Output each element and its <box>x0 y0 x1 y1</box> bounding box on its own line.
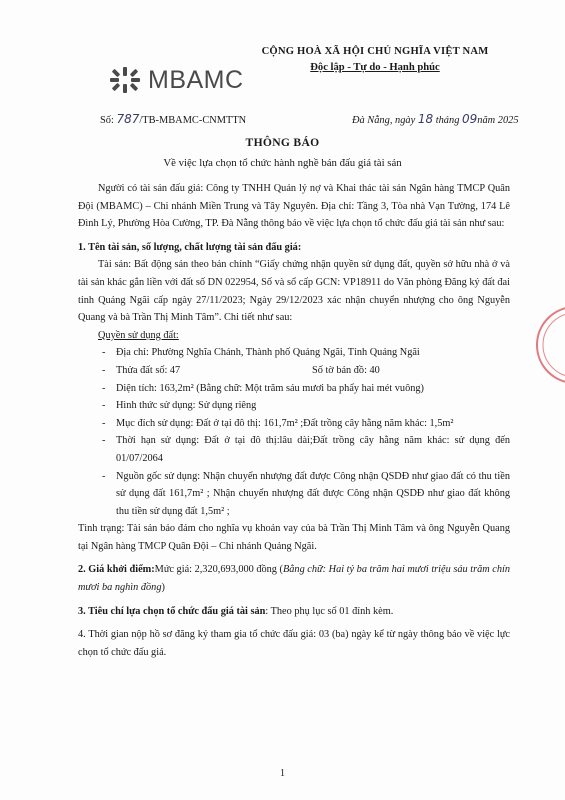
land-use-form: Hình thức sử dụng: Sử dụng riêng <box>116 400 257 412</box>
section-1-heading: 1. Tên tài sản, số lượng, chất lượng tài sản đấu giá: <box>78 241 302 253</box>
list-item: - Thời hạn sử dụng: Đất ở tại đô thị:lâu dài;Đất trồng cây hằng năm khác: sử dụng đến 01/07/2064 <box>78 432 510 467</box>
section-2-words: Bằng chữ: Hai tỷ ba trăm hai mươi triệu sáu trăm chín mươi ba nghìn đồng <box>78 564 510 594</box>
number-suffix: /TB-MBAMC-CNMTTN <box>139 115 247 126</box>
list-item: - Địa chỉ: Phường Nghĩa Chánh, Thành phố Quảng Ngãi, Tỉnh Quảng Ngãi <box>78 344 510 362</box>
logo-text: MBAMC <box>148 65 244 94</box>
list-item: - Hình thức sử dụng: Sử dụng riêng <box>78 397 510 415</box>
date-month-label: tháng <box>435 115 460 126</box>
land-use-term: Thời hạn sử dụng: Đất ở tại đô thị:lâu dài;Đất trồng cây hằng năm khác: sử dụng đến 01/07/2064 <box>116 435 510 464</box>
intro-paragraph: Người có tài sản đấu giá: Công ty TNHH Quản lý nợ và Khai thác tài sản Ngân hàng TMCP Quân Đội (MBAMC) – Chi nhánh Miền Trung và Tây Nguyên. Địa chỉ: Tầng 3, Tòa nhà Vạn Tường, 174 Lê Đình Lý, Phường Hòa Cường, TP. Đà Nẵng thông báo về việc lựa chọn tổ chức đấu giá tài sản như sau: <box>78 183 510 230</box>
section-3 <box>78 603 510 621</box>
list-item: - Diện tích: 163,2m² (Bằng chữ: Một trăm sáu mươi ba phẩy hai mét vuông) <box>78 380 510 398</box>
section-3-value: : Theo phụ lục số 01 đính kèm. <box>265 605 394 617</box>
date-day: 18 <box>417 112 434 126</box>
red-seal-stamp <box>535 300 565 390</box>
date-year: năm 2025 <box>477 115 519 126</box>
land-address: Địa chỉ: Phường Nghĩa Chánh, Thành phố Quảng Ngãi, Tỉnh Quảng Ngãi <box>116 347 420 359</box>
document-title: THÔNG BÁO <box>245 136 320 149</box>
national-header <box>250 44 500 76</box>
document-date <box>352 112 519 126</box>
document-subtitle: Về việc lựa chọn tổ chức hành nghề bán đấu giá tài sản <box>163 157 402 169</box>
mbamc-logo-icon <box>108 65 142 95</box>
land-parcel: Thửa đất số: 47 <box>116 364 181 376</box>
land-use-purpose: Mục đích sử dụng: Đất ở tại đô thị: 161,7m² ;Đất trồng cây hằng năm khác: 1,5m² <box>116 417 454 429</box>
land-use-origin: Nguồn gốc sử dụng: Nhận chuyển nhượng đất được Công nhận QSDĐ như giao đất có thu tiền sử dụng đất 161,7m² ; Nhận chuyển nhượng đất được Công nhận QSDĐ như giao đất không thu tiền sử dụng đất 1,5m² ; <box>116 470 510 517</box>
section-2-value: Mức giá: 2,320,693,000 đồng ( <box>154 564 283 576</box>
land-rights-heading: Quyền sử dụng đất: <box>98 329 179 341</box>
list-item: - Mục đích sử dụng: Đất ở tại đô thị: 161,7m² ;Đất trồng cây hằng năm khác: 1,5m² <box>78 415 510 433</box>
number-handwritten: 787 <box>116 112 140 126</box>
national-slogan: Độc lập - Tự do - Hạnh phúc <box>310 62 440 73</box>
section-2-label: 2. Giá khởi điểm: <box>78 564 155 576</box>
date-month: 09 <box>462 112 478 126</box>
company-logo <box>108 65 244 95</box>
list-item: - Nguồn gốc sử dụng: Nhận chuyển nhượng đất được Công nhận QSDĐ như giao đất có thu tiền sử dụng đất 161,7m² ; Nhận chuyển nhượng đất được Công nhận QSDĐ như giao đất không thu tiền sử dụng đất 1,5m² ; <box>78 468 510 521</box>
national-motto: CỘNG HOÀ XÃ HỘI CHỦ NGHĨA VIỆT NAM <box>261 46 489 57</box>
page-number: 1 <box>280 768 285 779</box>
land-area: Diện tích: 163,2m² (Bằng chữ: Một trăm sáu mươi ba phẩy hai mét vuông) <box>116 382 424 394</box>
list-item: - Thửa đất số: 47 Số tờ bản đồ: 40 <box>78 362 510 380</box>
document-body <box>78 180 510 661</box>
section-3-label: 3. Tiêu chí lựa chọn tổ chức đấu giá tài sản <box>78 605 266 617</box>
document-number <box>100 112 246 126</box>
section-4: 4. Thời gian nộp hồ sơ đăng ký tham gia tổ chức đấu giá: 03 (ba) ngày kể từ ngày thông báo về việc lực chọn tổ chức đấu giá. <box>78 629 510 658</box>
number-prefix: Số: <box>100 115 114 126</box>
section-1-paragraph: Tài sản: Bất động sản theo bản chính “Giấy chứng nhận quyền sử dụng đất, quyền sở hữu nhà ở và tài sản khác gắn liền với đất số DN 022954, Số và sổ cấp GCN: VP18911 do Văn phòng Đăng ký đất đai tỉnh Quảng Ngãi cấp ngày 27/11/2023; Ngày 29/12/2023 xác nhận chuyển nhượng cho ông Nguyễn Quang và bà Trần Thị Minh Tâm”. Chi tiết như sau: <box>78 259 510 324</box>
land-map-sheet: Số tờ bản đồ: 40 <box>312 364 380 376</box>
asset-status: Tình trạng: Tài sản bảo đảm cho nghĩa vụ khoản vay của bà Trần Thị Minh Tâm và ông Nguyễn Quang tại Ngân hàng TMCP Quân Đội – Chi nhánh Quảng Ngãi. <box>78 523 510 552</box>
date-place: Đà Nẵng, ngày <box>352 115 416 126</box>
section-2: 2. Giá khởi điểm:Mức giá: 2,320,693,000 đồng (Bằng chữ: Hai tỷ ba trăm hai mươi triệu sáu trăm chín mươi ba nghìn đồng) <box>78 564 510 594</box>
